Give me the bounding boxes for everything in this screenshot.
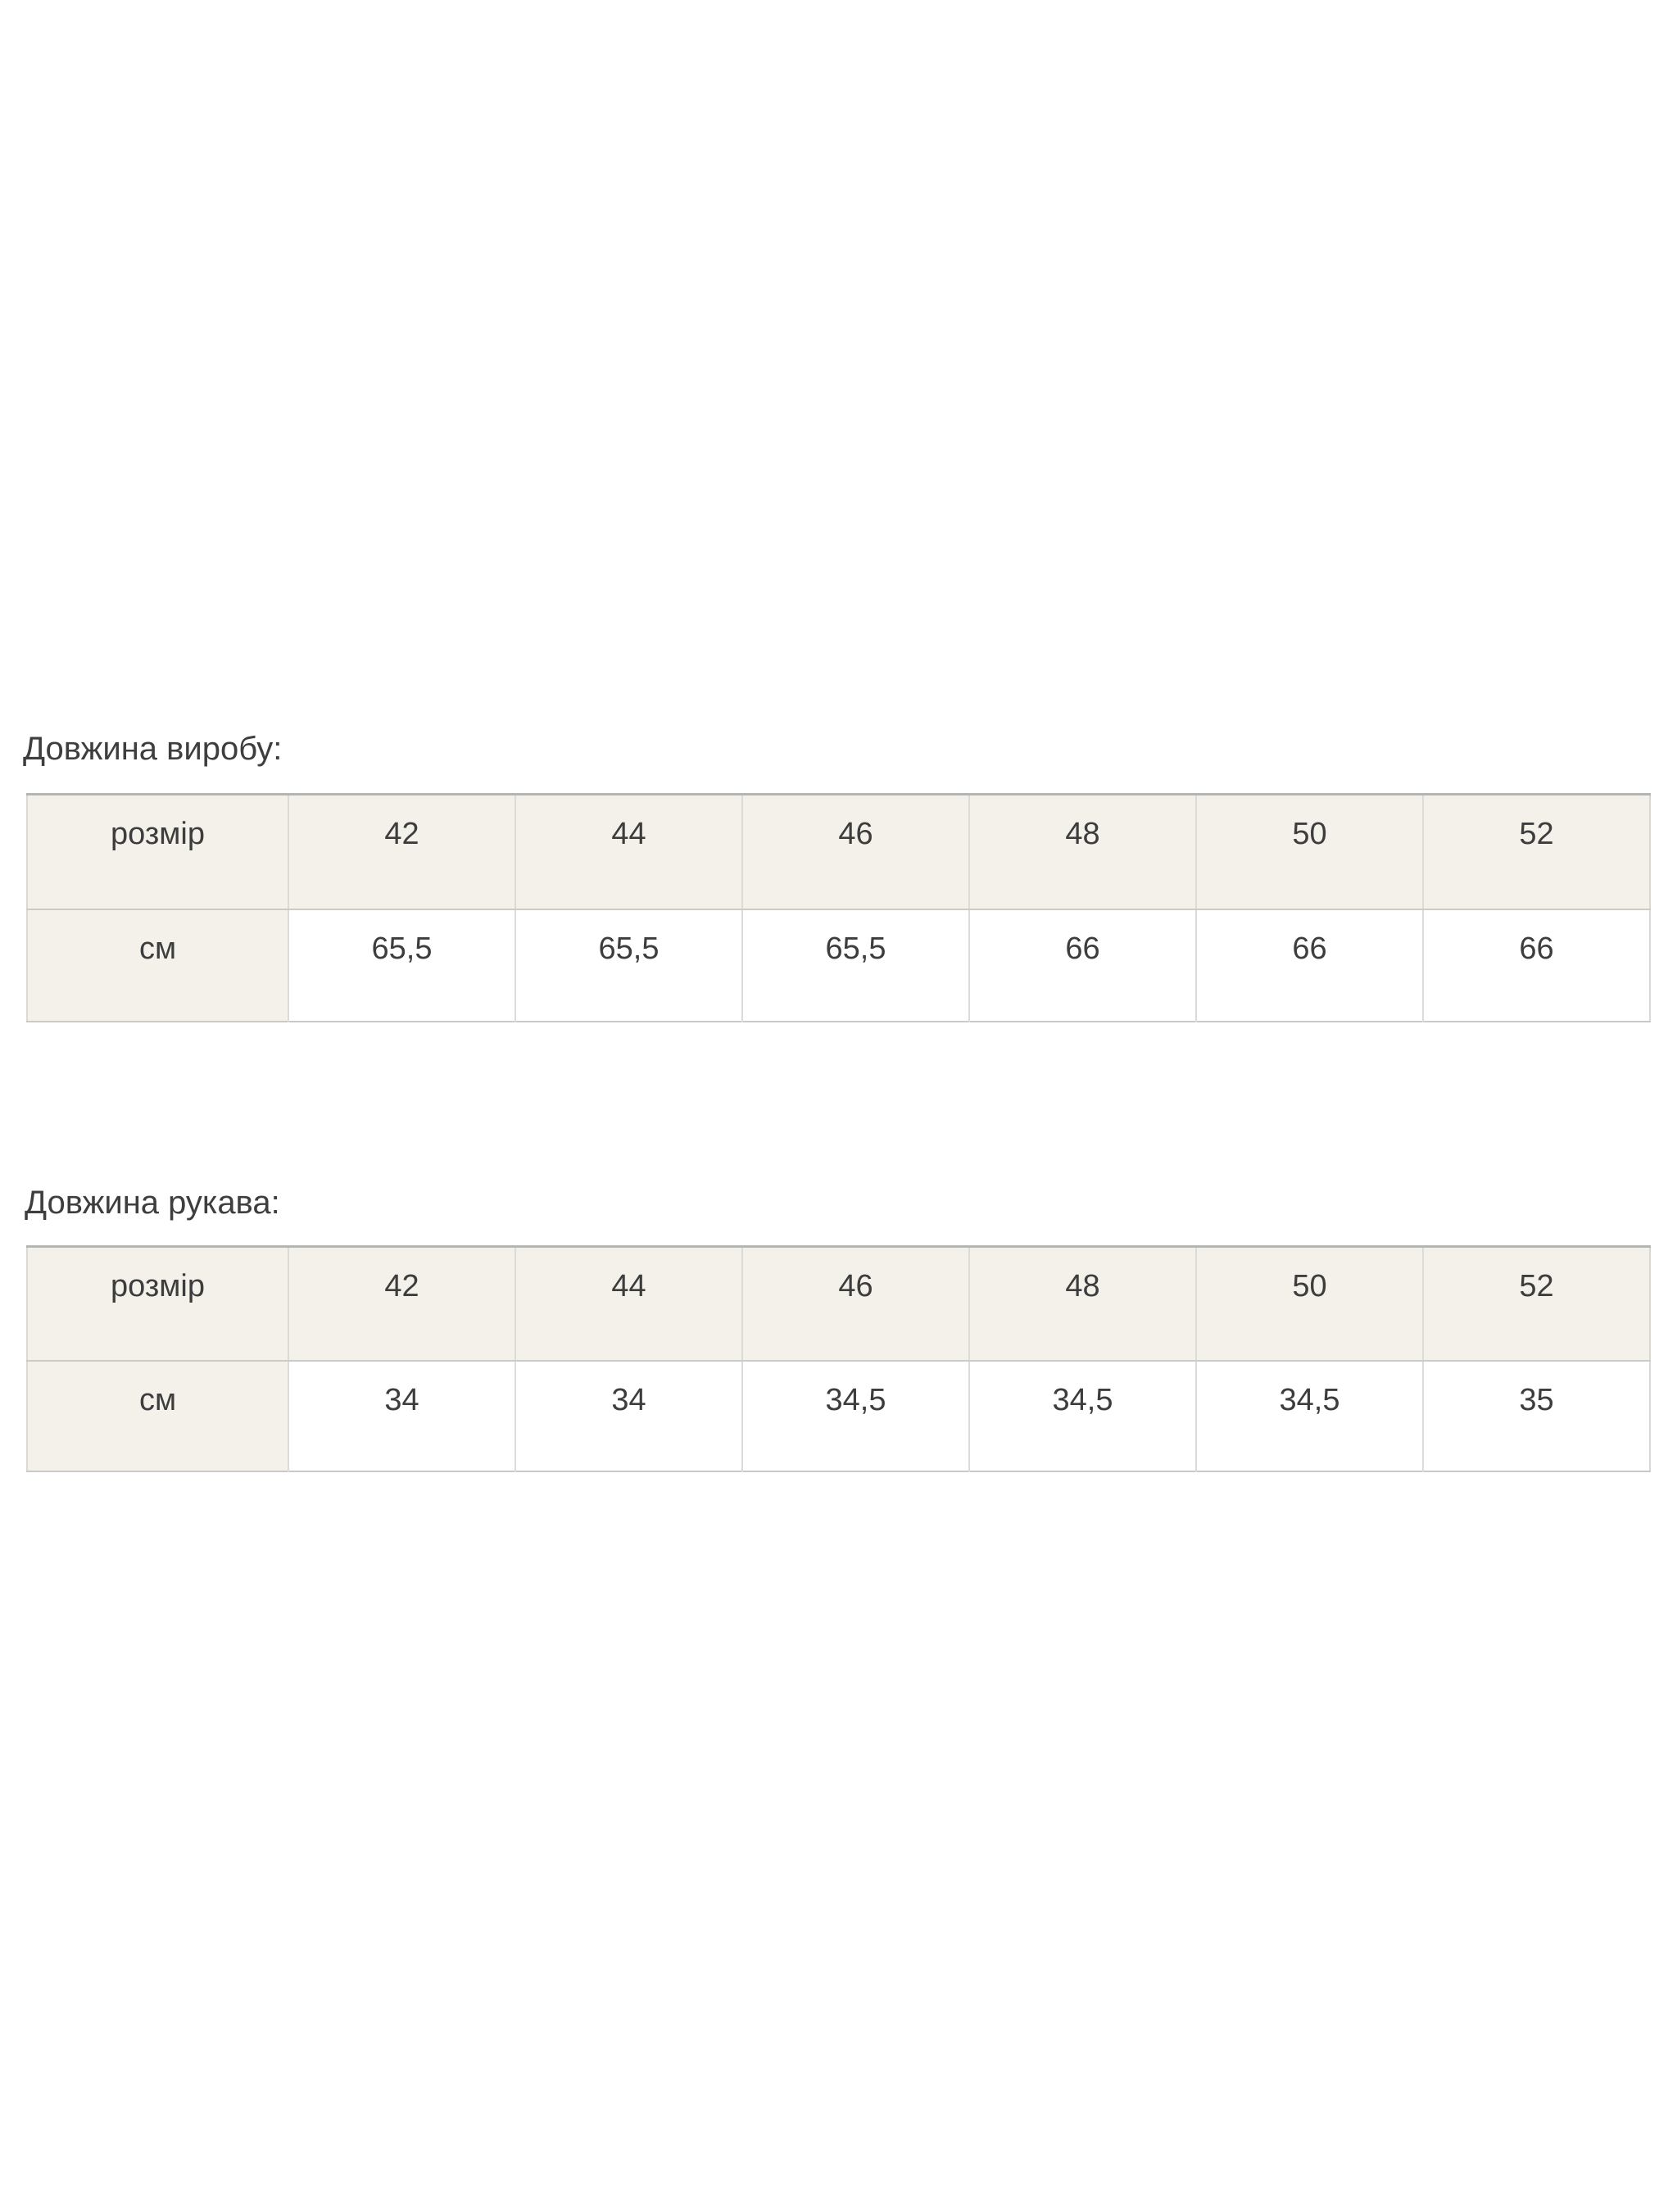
table-row-sizes: [27, 1247, 1650, 1361]
size-table-product-length: [26, 793, 1651, 1022]
size-cell: 48: [969, 795, 1196, 909]
row-label-cm: см: [27, 1361, 288, 1471]
table-row-sizes: [27, 795, 1650, 909]
value-cell: 66: [969, 909, 1196, 1022]
size-cell: 52: [1423, 1247, 1650, 1361]
row-label-cm: см: [27, 909, 288, 1022]
value-cell: 65,5: [515, 909, 742, 1022]
size-cell: 46: [742, 795, 969, 909]
value-cell: 34: [515, 1361, 742, 1471]
size-cell: 48: [969, 1247, 1196, 1361]
value-cell: 66: [1196, 909, 1423, 1022]
size-cell: 44: [515, 795, 742, 909]
value-cell: 65,5: [288, 909, 515, 1022]
table-row-values: [27, 909, 1650, 1022]
size-cell: 42: [288, 1247, 515, 1361]
table-row-values: [27, 1361, 1650, 1471]
row-label-size: розмір: [27, 1247, 288, 1361]
value-cell: 34,5: [1196, 1361, 1423, 1471]
size-cell: 50: [1196, 1247, 1423, 1361]
row-label-size: розмір: [27, 795, 288, 909]
value-cell: 34: [288, 1361, 515, 1471]
size-cell: 44: [515, 1247, 742, 1361]
size-table-sleeve-length: [26, 1245, 1651, 1472]
value-cell: 34,5: [742, 1361, 969, 1471]
size-cell: 42: [288, 795, 515, 909]
value-cell: 35: [1423, 1361, 1650, 1471]
value-cell: 65,5: [742, 909, 969, 1022]
value-cell: 34,5: [969, 1361, 1196, 1471]
size-cell: 46: [742, 1247, 969, 1361]
size-cell: 50: [1196, 795, 1423, 909]
heading-sleeve-length: Довжина рукава:: [25, 1185, 280, 1222]
heading-product-length: Довжина виробу:: [23, 731, 283, 768]
size-cell: 52: [1423, 795, 1650, 909]
value-cell: 66: [1423, 909, 1650, 1022]
